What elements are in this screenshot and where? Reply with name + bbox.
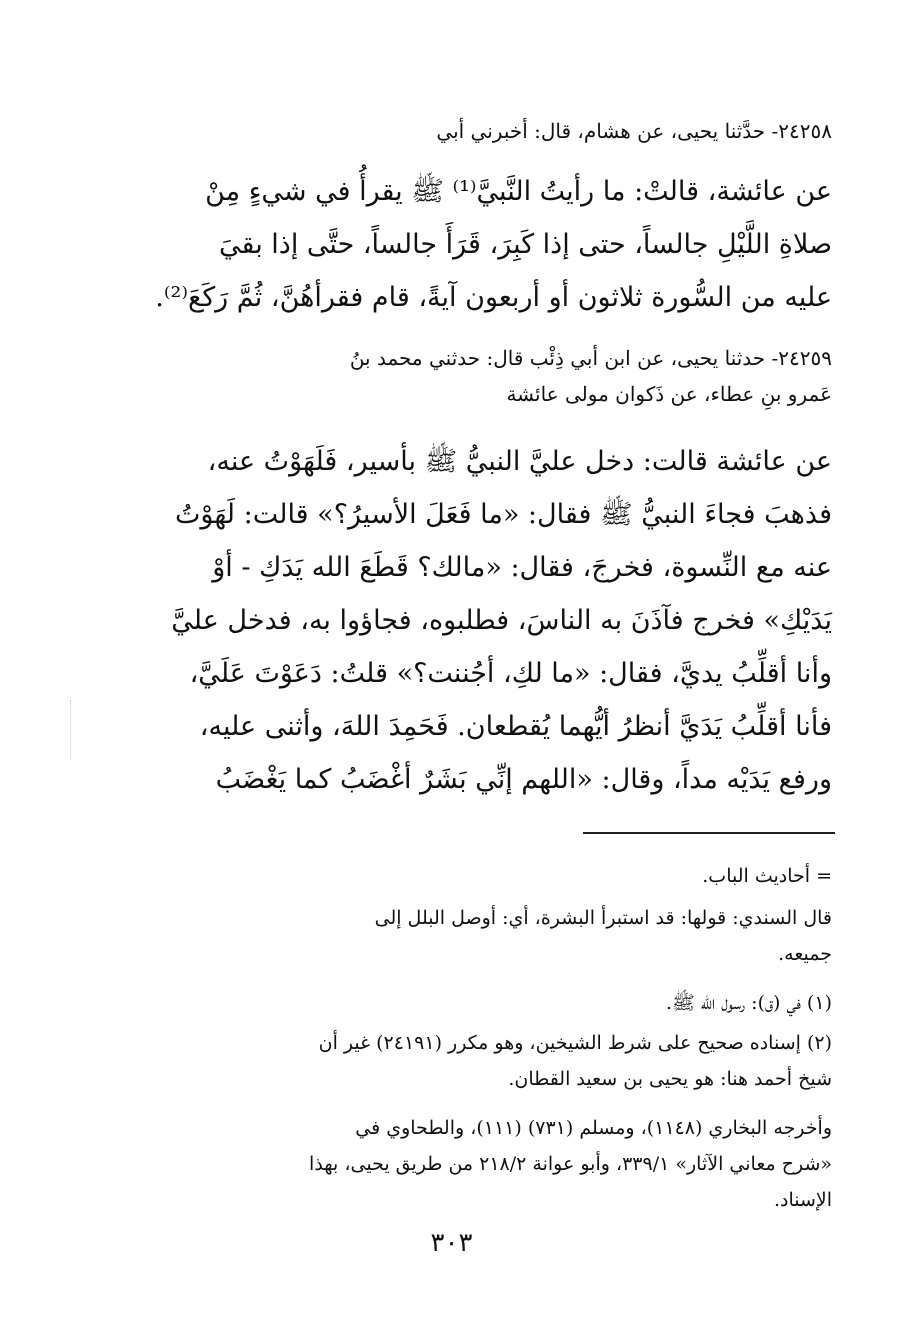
footnote-line: شيخ أحمد هنا: هو يحيى بن سعيد القطان. (508, 1068, 832, 1090)
matn-line: عن عائشة قالت: دخل عليَّ النبيُّ ﷺ بأسير، فَلَهَوْتُ عنه، (207, 446, 832, 477)
footnote-2 (130, 1025, 832, 1097)
footnote-line: الإسناد. (773, 1189, 832, 1211)
isnad-line: ٢٤٢٥٩- حدثنا يحيى، عن ابن أبي ذِئْب قال: حدثني محمد بنُ (349, 346, 832, 370)
footnote-line: قال السندي: قولها: قد استبرأ البشرة، أي: أوصل البلل إلى (374, 907, 832, 929)
footnote-line: وأخرجه البخاري (١١٤٨)، ومسلم (٧٣١) (١١١)، والطحاوي في (355, 1117, 832, 1139)
matn-line: وأنا أقلِّبُ يديَّ، فقال: «ما لكِ، أجُننت؟» قلتُ: دَعَوْتَ عَلَيَّ، (189, 658, 832, 689)
hadith-24258-isnad (130, 113, 832, 149)
footnote-line: جميعه. (778, 943, 832, 965)
isnad-line: عَمرو بنِ عطاء، عن ذَكوان مولى عائشة (506, 382, 832, 406)
footnote-line: (١) في (ق): رسول الله ﷺ. (665, 992, 832, 1014)
matn-line: فأنا أقلِّبُ يَدَيَّ أنظرُ أيُّهما يُقطعان. فَحَمِدَ اللهَ، وأثنى عليه، (199, 711, 832, 742)
footnote-2-sources (130, 1110, 832, 1218)
hadith-24258-matn (130, 165, 832, 324)
matn-line: يَدَيْكِ» فخرج فآذَنَ به الناسَ، فطلبوه، فجاؤوا به، فدخل عليَّ (171, 605, 832, 636)
hadith-24259-matn (130, 435, 832, 806)
matn-line: عليه من السُّورة ثلاثون أو أربعون آيةً، قام فقرأهُنَّ، ثُمَّ رَكَعَ⁽²⁾. (155, 282, 832, 313)
matn-line: عنه مع النِّسوة، فخرجَ، فقال: «مالك؟ قَطَعَ الله يَدَكِ - أوْ (212, 552, 832, 583)
matn-line: ورفع يَدَيْه مداً، وقال: «اللهم إنِّي بَشَرٌ أغْضَبُ كما يَغْضَبُ (215, 764, 832, 795)
footnote-line: «شرح معاني الآثار» ٣٣٩/١، وأبو عوانة ٢١٨/٢ من طريق يحيى، بهذا (309, 1153, 832, 1175)
matn-line: عن عائشة، قالتْ: ما رأيتُ النَّبيَّ⁽¹⁾ ﷺ يقرأُ في شيءٍ مِنْ (205, 176, 832, 207)
footnote-1 (130, 985, 832, 1021)
footnote-line: (٢) إسناده صحيح على شرط الشيخين، وهو مكرر (٢٤١٩١) غير أن (318, 1032, 832, 1054)
hadith-24259-isnad (130, 340, 832, 412)
page-number: ٣٠٣ (430, 1228, 473, 1258)
footnote-sindi (130, 900, 832, 972)
matn-line: فذهبَ فجاءَ النبيُّ ﷺ فقال: «ما فَعَلَ الأسيرُ؟» قالت: لَهَوْتُ (175, 499, 832, 530)
matn-line: صلاةِ اللَّيْلِ جالساً، حتى إذا كَبِرَ، قَرَأَ جالساً، حتَّى إذا بقيَ (219, 229, 832, 260)
footnote-separator (583, 832, 835, 834)
footnote-continuation (130, 858, 832, 894)
footnote-line: = أحاديث الباب. (702, 865, 832, 887)
isnad-line: ٢٤٢٥٨- حدَّثنا يحيى، عن هشام، قال: أخبرني أبي (436, 119, 832, 143)
margin-mark (70, 700, 72, 760)
